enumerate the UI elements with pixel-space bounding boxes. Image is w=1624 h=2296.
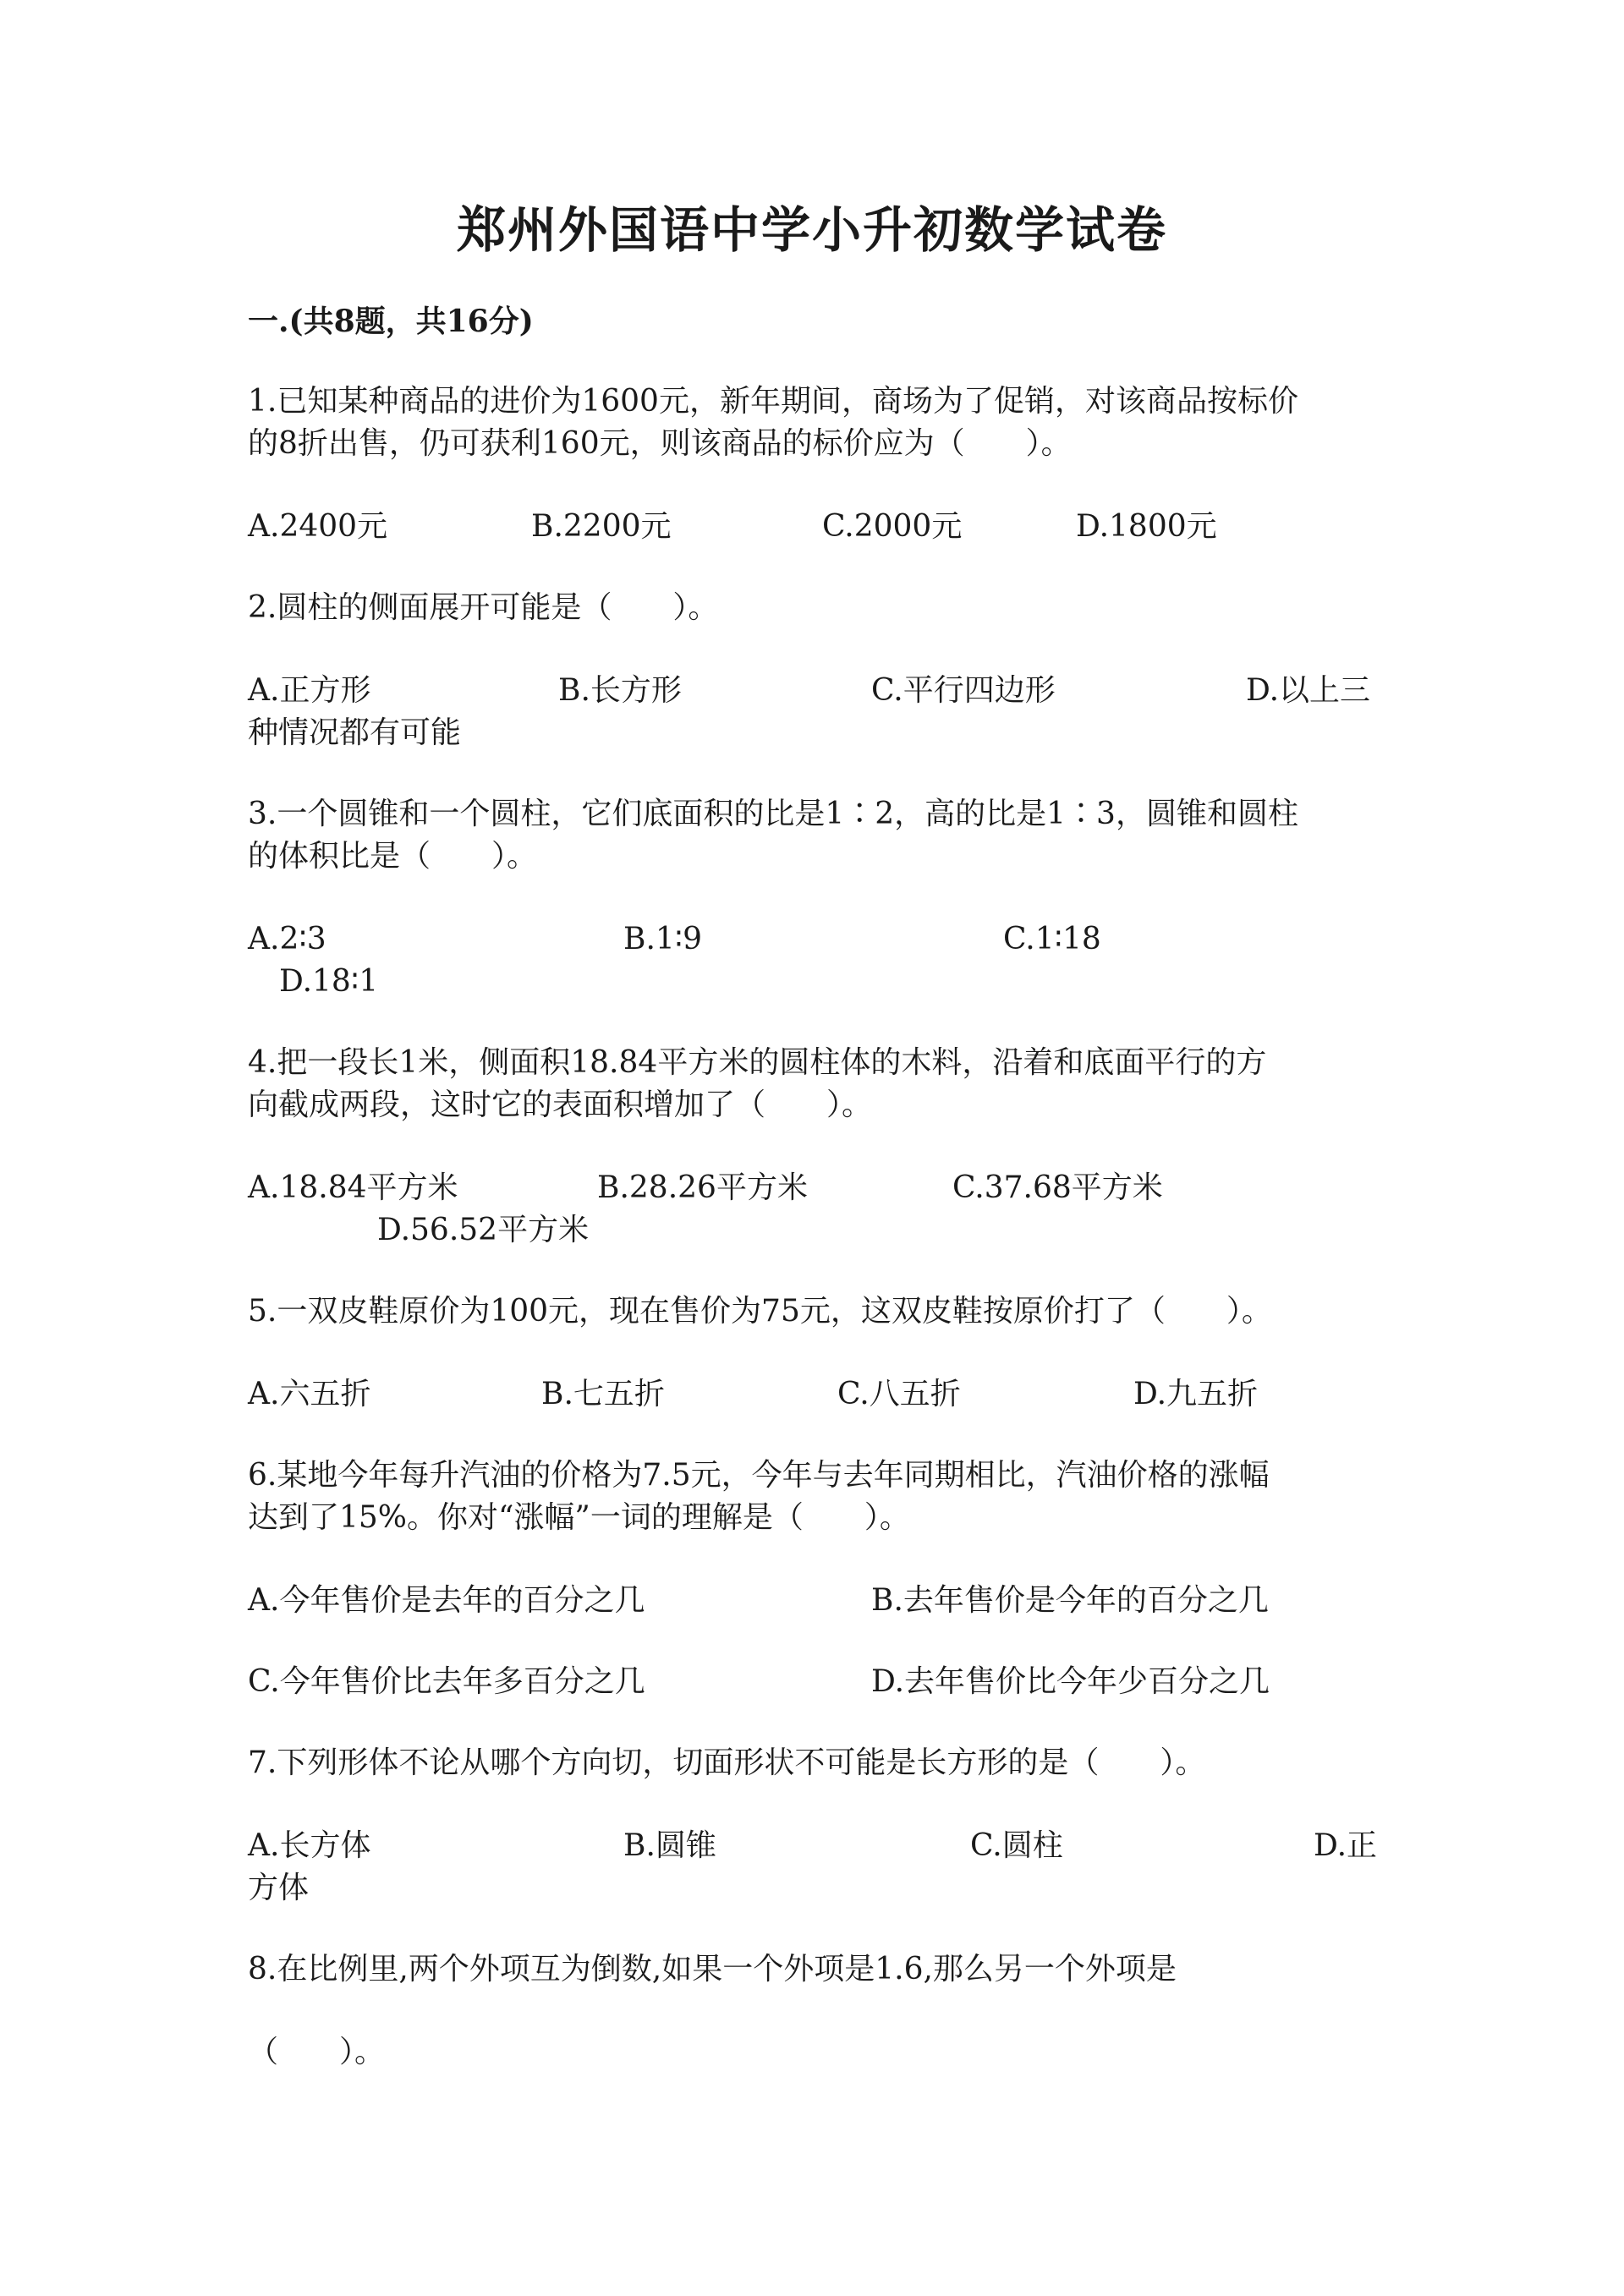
question-3-option-d: D.18∶1 <box>279 964 379 999</box>
question-1-line-2: 的8折出售，仍可获利160元，则该商品的标价应为（ ）。 <box>248 426 1072 461</box>
question-6-option-b: B.去年售价是今年的百分之几 <box>871 1583 1269 1618</box>
question-4-option-d: D.56.52平方米 <box>377 1213 590 1247</box>
question-7-option-b: B.圆锥 <box>623 1828 716 1863</box>
question-2-option-c: C.平行四边形 <box>871 673 1056 708</box>
question-2-option-d-continued: 种情况都有可能 <box>248 715 462 750</box>
question-7-option-c: C.圆柱 <box>970 1828 1063 1863</box>
question-1-option-b: B.2200元 <box>531 509 672 544</box>
question-8-line-1: 8.在比例里,两个外项互为倒数,如果一个外项是1.6,那么另一个外项是 <box>248 1952 1177 1986</box>
question-2-option-d: D.以上三 <box>1246 673 1371 708</box>
question-6-line-2: 达到了15%。你对“涨幅”一词的理解是（ ）。 <box>248 1500 910 1535</box>
question-6-option-d: D.去年售价比今年少百分之几 <box>871 1664 1270 1699</box>
question-5-option-a: A.六五折 <box>248 1377 371 1411</box>
question-7-option-d: D.正 <box>1314 1828 1378 1863</box>
question-5-option-b: B.七五折 <box>541 1377 665 1411</box>
question-4-option-b: B.28.26平方米 <box>597 1170 808 1205</box>
question-2-option-b: B.长方形 <box>558 673 682 708</box>
question-6-option-a: A.今年售价是去年的百分之几 <box>248 1583 645 1618</box>
question-1-option-d: D.1800元 <box>1076 509 1217 544</box>
question-3-option-c: C.1∶18 <box>1003 922 1101 956</box>
question-4-option-a: A.18.84平方米 <box>248 1170 458 1205</box>
question-1-option-a: A.2400元 <box>248 509 388 544</box>
question-2-option-a: A.正方形 <box>248 673 371 708</box>
exam-title: 郑州外国语中学小升初数学试卷 <box>456 201 1167 259</box>
question-4-line-1: 4.把一段长1米，侧面积18.84平方米的圆柱体的木料，沿着和底面平行的方 <box>248 1045 1267 1080</box>
question-7-line-1: 7.下列形体不论从哪个方向切，切面形状不可能是长方形的是（ ）。 <box>248 1745 1206 1780</box>
question-8-line-2: （ ）。 <box>248 2035 386 2069</box>
question-3-line-1: 3.一个圆锥和一个圆柱，它们底面积的比是1∶2，高的比是1∶3，圆锥和圆柱 <box>248 797 1298 831</box>
question-5-option-d: D.九五折 <box>1133 1377 1259 1411</box>
question-3-option-b: B.1∶9 <box>623 922 703 956</box>
question-4-option-c: C.37.68平方米 <box>952 1170 1163 1205</box>
section-heading: 一.(共8题，共16分) <box>248 304 534 339</box>
question-5-line-1: 5.一双皮鞋原价为100元，现在售价为75元，这双皮鞋按原价打了（ ）。 <box>248 1294 1272 1329</box>
question-1-option-c: C.2000元 <box>822 509 963 544</box>
question-7-option-d-continued: 方体 <box>248 1871 310 1905</box>
question-5-option-c: C.八五折 <box>837 1377 961 1411</box>
question-2-line-1: 2.圆柱的侧面展开可能是（ ）。 <box>248 590 719 625</box>
question-3-option-a: A.2∶3 <box>248 922 326 956</box>
question-1-line-1: 1.已知某种商品的进价为1600元，新年期间，商场为了促销，对该商品按标价 <box>248 384 1298 419</box>
question-3-line-2: 的体积比是（ ）。 <box>248 839 538 874</box>
question-7-option-a: A.长方体 <box>248 1828 371 1863</box>
question-6-option-c: C.今年售价比去年多百分之几 <box>248 1664 645 1699</box>
question-6-line-1: 6.某地今年每升汽油的价格为7.5元，今年与去年同期相比，汽油价格的涨幅 <box>248 1458 1270 1493</box>
question-4-line-2: 向截成两段，这时它的表面积增加了（ ）。 <box>248 1088 873 1122</box>
